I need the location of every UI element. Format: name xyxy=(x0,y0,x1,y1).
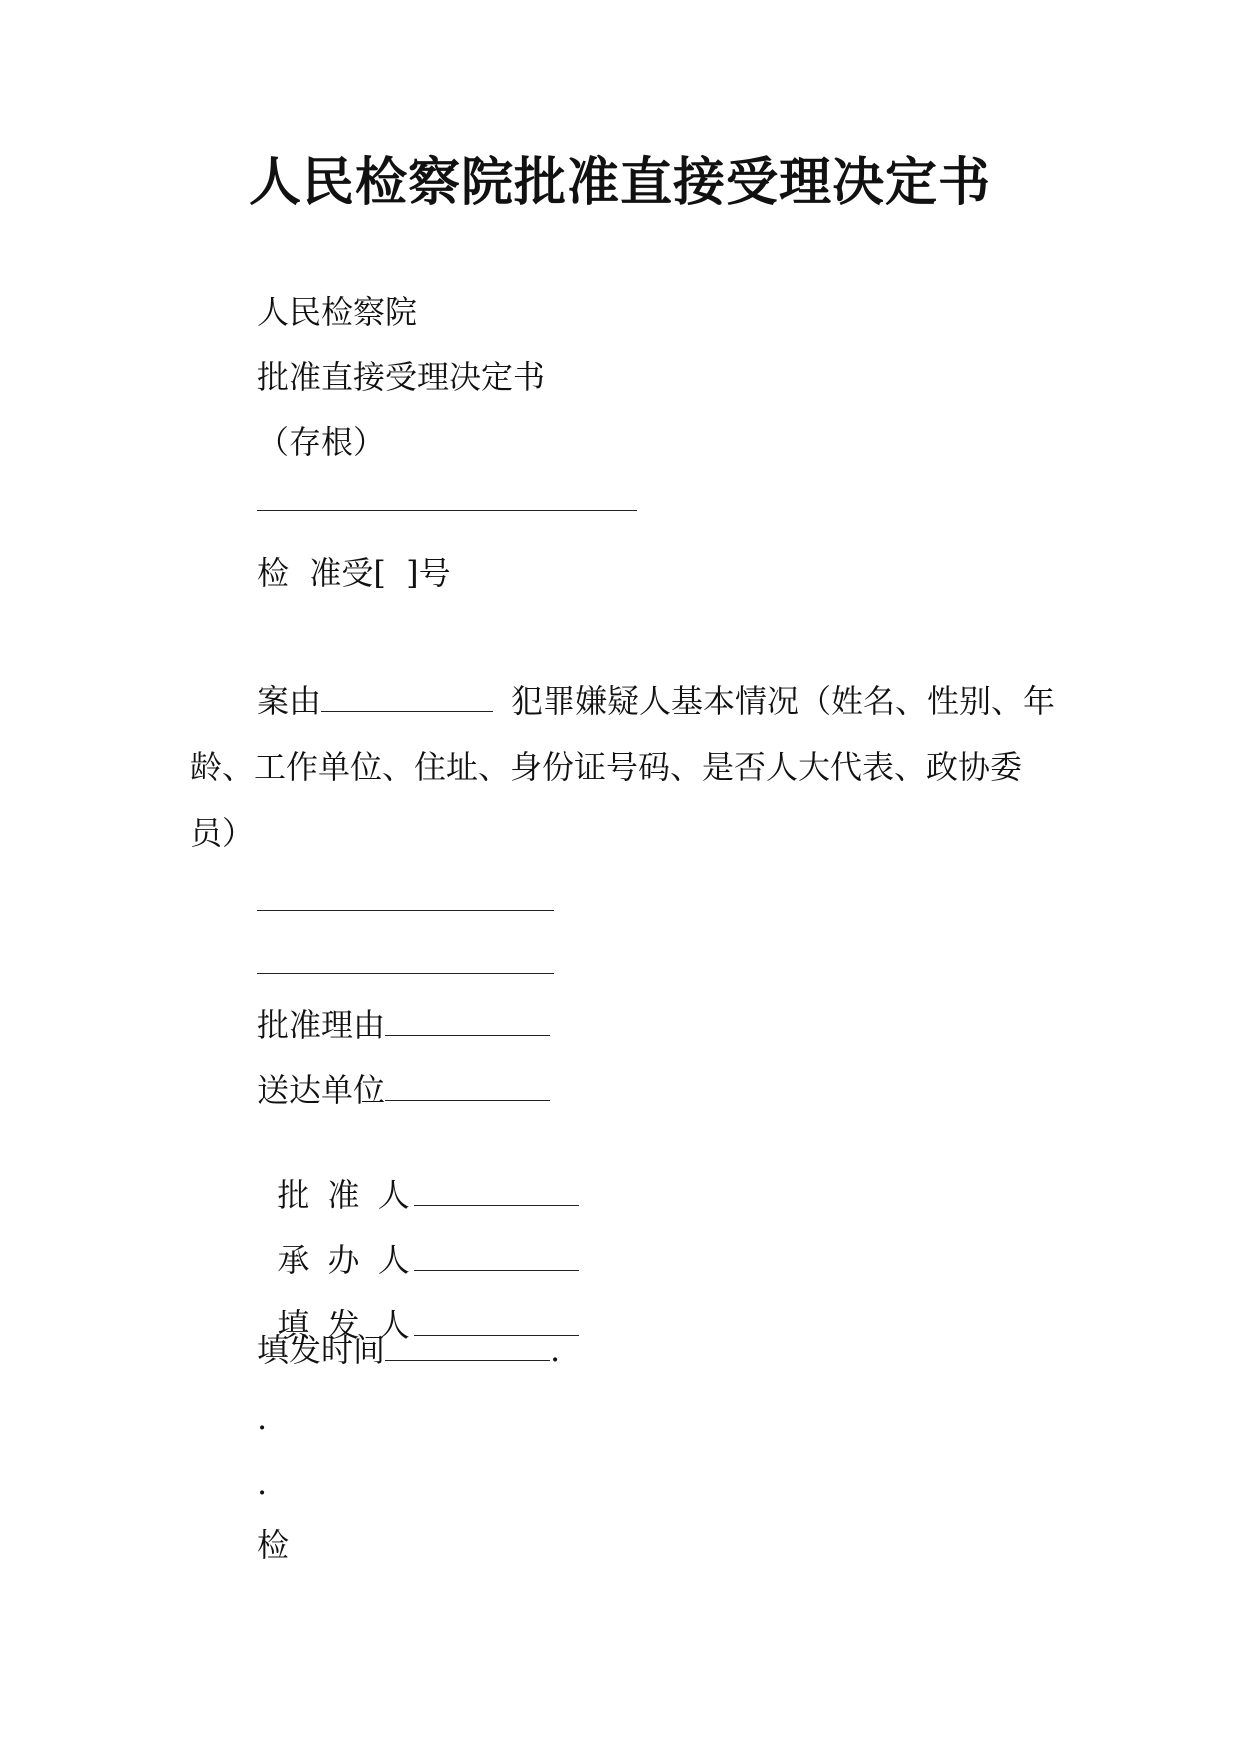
doc-number: 检 准受[ ]号 xyxy=(257,554,451,592)
field-label: 批 准 人 xyxy=(277,1176,414,1214)
suspect-info-blank-1[interactable] xyxy=(257,880,554,920)
header-stub-label: （存根） xyxy=(257,423,386,461)
field-blank[interactable] xyxy=(385,1330,550,1361)
field-label: 送达单位 xyxy=(257,1071,386,1109)
field-delivery-unit xyxy=(257,1070,550,1110)
suspect-info-blank-2[interactable] xyxy=(257,943,554,983)
field-suffix: . xyxy=(550,1331,561,1369)
header-decision-name: 批准直接受理决定书 xyxy=(257,358,546,396)
field-issue-date xyxy=(257,1330,560,1370)
field-label: 填 发 人 xyxy=(277,1306,414,1344)
field-label: 填发时间 xyxy=(257,1331,386,1369)
case-paragraph xyxy=(190,668,1060,866)
doc-number-blank-line[interactable] xyxy=(257,480,637,520)
field-label: 承 办 人 xyxy=(277,1241,414,1279)
case-reason-blank[interactable] xyxy=(321,681,493,712)
dot-line-2: . xyxy=(257,1464,268,1502)
field-label: 批准理由 xyxy=(257,1006,386,1044)
field-blank[interactable] xyxy=(385,1070,550,1101)
case-reason-label: 案由 xyxy=(257,682,322,720)
header-court-name: 人民检察院 xyxy=(257,293,418,331)
footer-text: 检 xyxy=(257,1526,290,1564)
suspect-info-text: 犯罪嫌疑人基本情况（姓名、性别、年龄、工作单位、住址、身份证号码、是否人大代表、政协委员） xyxy=(190,682,1056,852)
field-approval-reason xyxy=(257,1005,550,1045)
dot-line-1: . xyxy=(257,1399,268,1437)
field-blank[interactable] xyxy=(385,1005,550,1036)
page-title: 人民检察院批准直接受理决定书 xyxy=(248,152,991,213)
